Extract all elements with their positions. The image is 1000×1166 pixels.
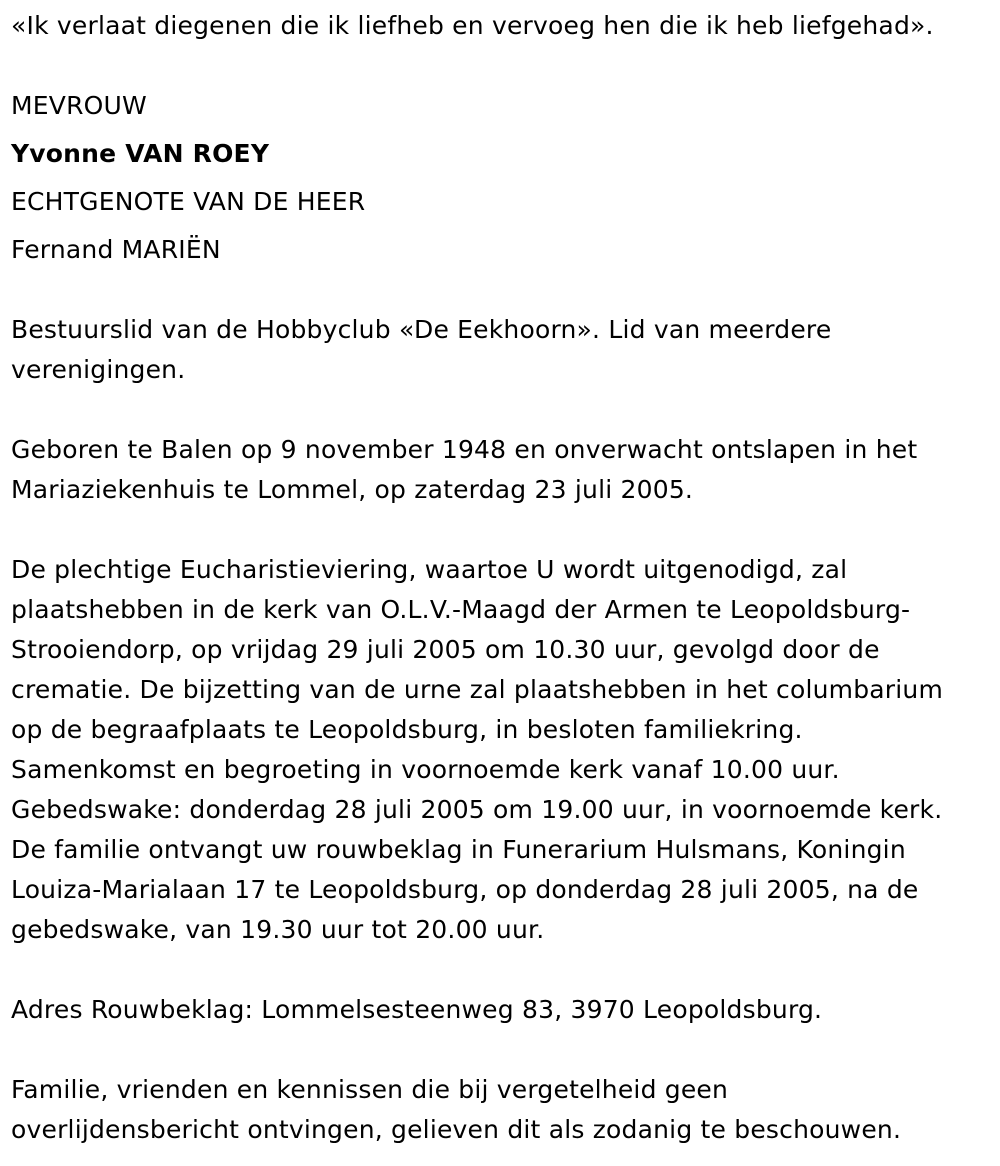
birth-death-line: Mariaziekenhuis te Lommel, op zaterdag 23 juli 2005. [11,475,694,504]
ceremony-line: De familie ontvangt uw rouwbeklag in Funerarium Hulsmans, Koningin [11,835,906,864]
ceremony-line: Louiza-Marialaan 17 te Leopoldsburg, op donderdag 28 juli 2005, na de [11,875,919,904]
ceremony-line: Gebedswake: donderdag 28 juli 2005 om 19.00 uur, in voornoemde kerk. [11,795,943,824]
opening-quote: «Ik verlaat diegenen die ik liefheb en vervoeg hen die ik heb liefgehad». [11,11,934,40]
ceremony-line: op de begraafplaats te Leopoldsburg, in besloten familiekring. [11,715,803,744]
spouse-name: Fernand MARIËN [11,235,221,264]
birth-death-line: Geboren te Balen op 9 november 1948 en onverwacht ontslapen in het [11,435,918,464]
closing-line: overlijdensbericht ontvingen, gelieven dit als zodanig te beschouwen. [11,1115,902,1144]
ceremony-line: Strooiendorp, op vrijdag 29 juli 2005 om 10.30 uur, gevolgd door de [11,635,880,664]
ceremony-line: gebedswake, van 19.30 uur tot 20.00 uur. [11,915,545,944]
ceremony-line: crematie. De bijzetting van de urne zal plaatshebben in het columbarium [11,675,944,704]
ceremony-line: Samenkomst en begroeting in voornoemde kerk vanaf 10.00 uur. [11,755,840,784]
deceased-name: Yvonne VAN ROEY [11,139,270,168]
membership-line: verenigingen. [11,355,186,384]
ceremony-line: De plechtige Eucharistieviering, waartoe U wordt uitgenodigd, zal [11,555,848,584]
spouse-title: ECHTGENOTE VAN DE HEER [11,187,366,216]
ceremony-line: plaatshebben in de kerk van O.L.V.-Maagd der Armen te Leopoldsburg- [11,595,911,624]
membership-line: Bestuurslid van de Hobbyclub «De Eekhoorn». Lid van meerdere [11,315,832,344]
closing-line: Familie, vrienden en kennissen die bij vergetelheid geen [11,1075,729,1104]
address-line: Adres Rouwbeklag: Lommelsesteenweg 83, 3970 Leopoldsburg. [11,995,823,1024]
title-prefix: MEVROUW [11,91,147,120]
